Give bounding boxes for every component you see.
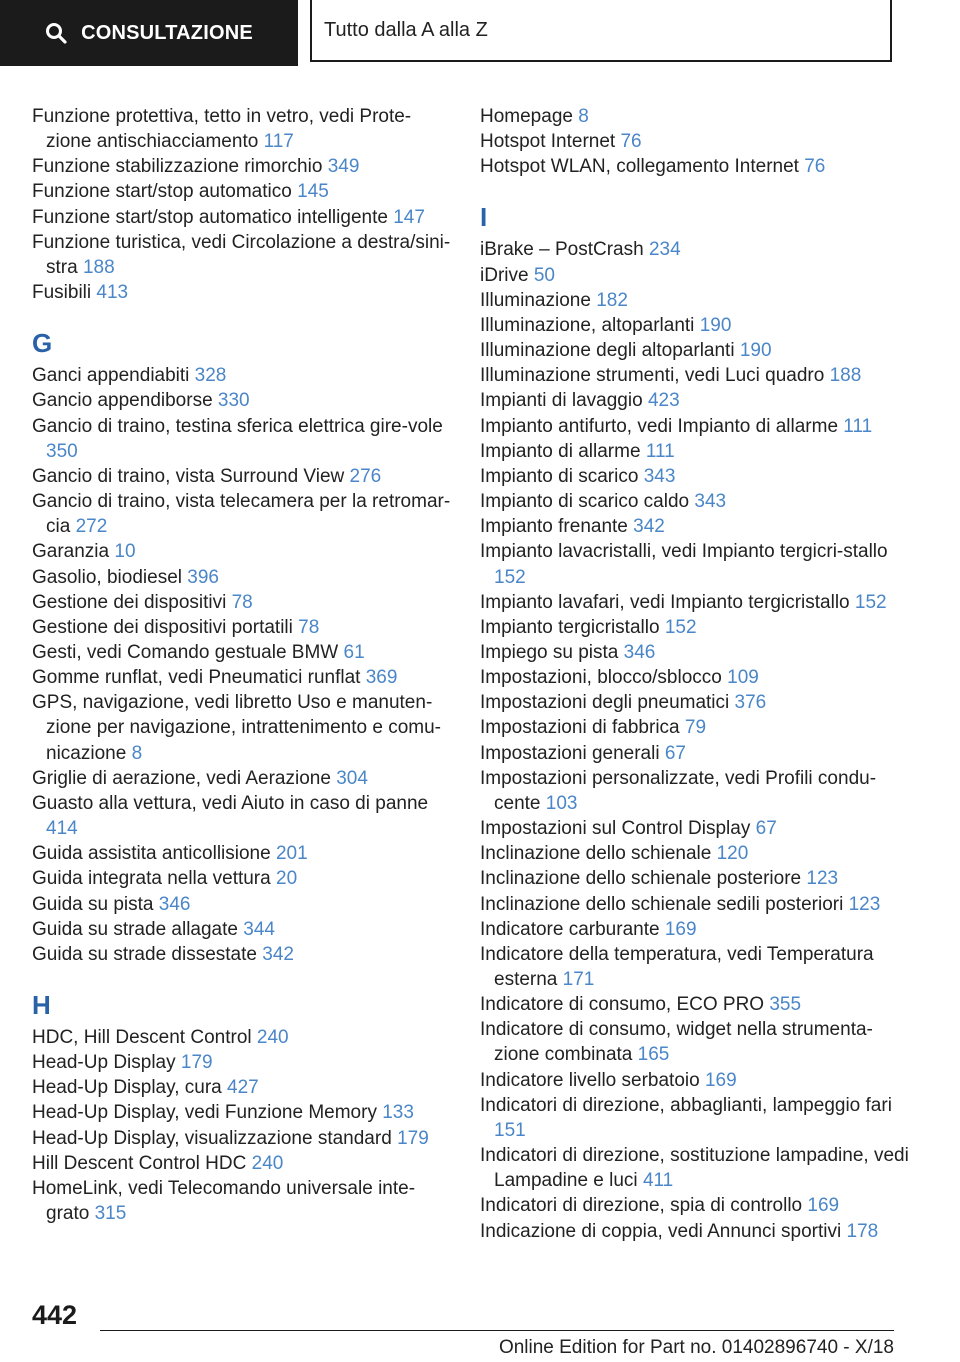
- page-reference-link[interactable]: 169: [704, 1069, 737, 1091]
- index-entry: [32, 615, 452, 640]
- index-entry: [32, 230, 452, 280]
- index-entry: [32, 104, 452, 154]
- page-reference-link[interactable]: 123: [848, 893, 881, 915]
- index-entry-text: Funzione turistica, vedi Circolazione a destra/sini‐stra: [32, 231, 451, 278]
- page-reference-link[interactable]: 78: [298, 616, 320, 638]
- index-entry-text: Indicatori di direzione, spia di controllo: [480, 1195, 803, 1217]
- index-entry: [480, 816, 910, 841]
- page-reference-link[interactable]: 50: [533, 264, 555, 286]
- page-reference-link[interactable]: 272: [75, 516, 108, 538]
- index-entry-text: Funzione stabilizzazione rimorchio: [32, 156, 323, 178]
- index-entry-text: Impianto di allarme: [480, 440, 641, 462]
- index-entry-text: Impostazioni generali: [480, 742, 660, 764]
- index-entry-text: Fusibili: [32, 282, 92, 304]
- page-reference-link[interactable]: 76: [620, 131, 642, 153]
- page-reference-link[interactable]: 169: [807, 1195, 840, 1217]
- index-entry-text: Impianto di scarico caldo: [480, 491, 690, 513]
- index-entry: [480, 766, 910, 816]
- index-entry-text: Impianto antifurto, vedi Impianto di allarme: [480, 415, 839, 437]
- page-reference-link[interactable]: 145: [297, 181, 329, 203]
- index-entry-text: Homepage: [480, 106, 573, 127]
- page-reference-link[interactable]: 369: [365, 667, 398, 689]
- index-entry-text: Gasolio, biodiesel: [32, 566, 182, 588]
- index-entry: [32, 640, 452, 665]
- index-entry: [480, 665, 910, 690]
- index-entry-text: Impostazioni di fabbrica: [480, 717, 680, 739]
- page-reference-link[interactable]: 111: [843, 415, 873, 437]
- page-reference-link[interactable]: 67: [755, 818, 777, 840]
- page-reference-link[interactable]: 355: [769, 994, 802, 1016]
- page-reference-link[interactable]: 171: [562, 969, 595, 990]
- page-reference-link[interactable]: 61: [343, 641, 365, 663]
- page-reference-link[interactable]: 414: [46, 818, 78, 840]
- index-entry: [480, 992, 910, 1017]
- page-reference-link[interactable]: 190: [739, 340, 772, 362]
- index-entry-text: Guida su strade allagate: [32, 918, 238, 940]
- page-reference-link[interactable]: 152: [494, 566, 526, 588]
- index-entry: [32, 892, 452, 917]
- index-entry-text: Indicatore livello serbatoio: [480, 1069, 700, 1091]
- page-reference-link[interactable]: 109: [727, 667, 759, 689]
- index-entry-text: HomeLink, vedi Telecomando universale inte‐grato: [32, 1177, 416, 1225]
- index-entry-text: HDC, Hill Descent Control: [32, 1027, 252, 1048]
- page-reference-link[interactable]: 342: [262, 943, 294, 965]
- page-reference-link[interactable]: 103: [545, 792, 578, 814]
- index-entry-text: Griglie di aerazione, vedi Aerazione: [32, 767, 331, 789]
- index-entry-text: Indicatore della temperatura, vedi Temperatura esterna: [480, 943, 874, 990]
- index-entry: [480, 866, 910, 891]
- index-entry-text: Indicatori di direzione, abbaglianti, lampeggio fari: [480, 1094, 892, 1116]
- index-entry: [480, 288, 910, 313]
- page-reference-link[interactable]: 423: [647, 390, 680, 412]
- index-entry: [32, 942, 452, 967]
- index-entry-text: Garanzia: [32, 541, 110, 563]
- index-entry-text: Gancio di traino, vista Surround View: [32, 465, 345, 487]
- index-entry-text: Guida integrata nella vettura: [32, 868, 271, 890]
- index-entry: [480, 263, 910, 288]
- index-entry: [32, 1075, 452, 1100]
- page-reference-link[interactable]: 349: [327, 156, 360, 178]
- index-entry: [480, 917, 910, 942]
- index-entry: [32, 280, 452, 305]
- page-reference-link[interactable]: 190: [699, 314, 732, 336]
- page-reference-link[interactable]: 151: [494, 1119, 526, 1141]
- index-entry: [480, 1193, 910, 1218]
- index-entry-text: iDrive: [480, 264, 529, 286]
- index-entry-text: Indicazione di coppia, vedi Annunci sportivi: [480, 1220, 842, 1242]
- index-entry-text: Inclinazione dello schienale posteriore: [480, 868, 802, 890]
- index-entry-text: Impostazioni degli pneumatici: [480, 692, 730, 714]
- index-entry: [32, 690, 452, 765]
- index-entry: [480, 439, 910, 464]
- index-entry-text: Guasto alla vettura, vedi Aiuto in caso di panne: [32, 792, 429, 814]
- search-icon: [45, 22, 67, 44]
- index-entry-text: iBrake – PostCrash: [480, 239, 644, 261]
- page-number: 442: [32, 1300, 78, 1330]
- chapter-tab[interactable]: [310, 0, 892, 62]
- page-reference-link[interactable]: 234: [648, 239, 681, 261]
- footer-divider: [100, 1330, 894, 1331]
- index-entry: [32, 489, 452, 539]
- index-entry-text: Illuminazione, altoparlanti: [480, 314, 695, 336]
- page-reference-link[interactable]: 179: [397, 1127, 429, 1149]
- index-entry-text: Gancio appendiborse: [32, 390, 213, 412]
- index-entry: [480, 363, 910, 388]
- page-reference-link[interactable]: 413: [96, 282, 129, 304]
- index-entry: [480, 690, 910, 715]
- index-entry-text: Illuminazione strumenti, vedi Luci quadro: [480, 365, 825, 387]
- index-entry: [480, 464, 910, 489]
- page-header: [0, 0, 960, 66]
- page-reference-link[interactable]: 411: [642, 1170, 674, 1192]
- index-entry: [480, 514, 910, 539]
- index-entry-text: Indicatore di consumo, ECO PRO: [480, 994, 765, 1016]
- index-entry: [480, 388, 910, 413]
- page-reference-link[interactable]: 427: [227, 1077, 259, 1099]
- page-reference-link[interactable]: 276: [349, 465, 382, 487]
- page-reference-link[interactable]: 117: [263, 131, 294, 153]
- index-entry-text: Gancio di traino, vista telecamera per la retromar‐cia: [32, 491, 451, 538]
- index-column-right: [480, 104, 910, 1244]
- index-entry: [480, 489, 910, 514]
- page-reference-link[interactable]: 169: [664, 918, 697, 940]
- index-entry-text: Inclinazione dello schienale: [480, 843, 712, 865]
- index-entry: [480, 590, 910, 615]
- index-letter-heading: I: [480, 202, 488, 233]
- index-entry-text: Impostazioni personalizzate, vedi Profili condu‐cente: [480, 767, 877, 814]
- index-entry-text: Hotspot Internet: [480, 131, 616, 153]
- index-entry: [480, 615, 910, 640]
- index-entry: [32, 414, 452, 464]
- index-letter-heading: H: [32, 990, 51, 1020]
- index-entry-text: Indicatori di direzione, sostituzione lampadine, vedi Lampadine e luci: [480, 1145, 909, 1192]
- index-entry-text: Impianto lavacristalli, vedi Impianto tergicri‐stallo: [480, 541, 888, 563]
- index-entry: [480, 1219, 910, 1244]
- index-entry-text: Funzione start/stop automatico intelligente: [32, 206, 388, 228]
- page-reference-link[interactable]: 152: [854, 591, 887, 613]
- index-entry-text: Guida assistita anticollisione: [32, 843, 271, 865]
- index-entry: [480, 338, 910, 363]
- index-entry: [32, 179, 452, 204]
- index-entry: [32, 539, 452, 564]
- index-entry-text: Gesti, vedi Comando gestuale BMW: [32, 641, 339, 663]
- page-reference-link[interactable]: 78: [231, 591, 253, 613]
- page-reference-link[interactable]: 396: [187, 566, 219, 588]
- index-entry-text: Indicatore di consumo, widget nella strumenta‐zione combinata: [480, 1019, 873, 1066]
- index-entry: [480, 1093, 910, 1143]
- page-reference-link[interactable]: 165: [637, 1044, 670, 1066]
- index-entry-text: Impianto frenante: [480, 516, 628, 538]
- index-entry: [480, 154, 910, 179]
- page-reference-link[interactable]: 304: [336, 767, 368, 789]
- index-entry: [32, 464, 452, 489]
- index-entry-text: Gancio di traino, testina sferica elettrica gire‐vole: [32, 415, 443, 437]
- page-reference-link[interactable]: 111: [645, 440, 675, 462]
- index-entry: [32, 565, 452, 590]
- index-entry: [32, 866, 452, 891]
- page-reference-link[interactable]: 350: [46, 440, 78, 462]
- index-entry: [480, 942, 910, 992]
- index-column-left: [32, 104, 452, 1226]
- page-reference-link[interactable]: 152: [664, 616, 697, 638]
- page-reference-link[interactable]: 120: [716, 843, 749, 865]
- page-reference-link[interactable]: 179: [180, 1052, 213, 1074]
- index-entry: [32, 1176, 452, 1226]
- page-reference-link[interactable]: 182: [596, 289, 628, 311]
- index-entry-text: Head-Up Display, vedi Funzione Memory: [32, 1102, 377, 1124]
- page-reference-link[interactable]: 178: [846, 1220, 879, 1242]
- page-reference-link[interactable]: 376: [734, 692, 767, 714]
- index-letter-heading: G: [32, 328, 53, 359]
- index-entry: [32, 1151, 452, 1176]
- index-entry: [480, 237, 910, 262]
- index-entry: [480, 715, 910, 740]
- page-reference-link[interactable]: 342: [633, 516, 665, 538]
- page-reference-link[interactable]: 315: [94, 1203, 127, 1225]
- index-entry-text: Funzione start/stop automatico: [32, 181, 292, 203]
- page-reference-link[interactable]: 188: [82, 256, 115, 278]
- index-entry-text: Ganci appendiabiti: [32, 365, 190, 387]
- page-reference-link[interactable]: 8: [578, 106, 589, 127]
- section-tab[interactable]: [0, 0, 298, 66]
- index-entry: [32, 590, 452, 615]
- index-entry: [32, 363, 452, 388]
- index-entry: [32, 841, 452, 866]
- index-entry-text: GPS, navigazione, vedi libretto Uso e manuten‐zione per navigazione, intrattenimento e comu‐nicazione: [32, 692, 442, 764]
- index-entry-text: Indicatore carburante: [480, 918, 660, 940]
- index-entry: [480, 313, 910, 338]
- page-reference-link[interactable]: 8: [131, 742, 143, 764]
- page-reference-link[interactable]: 20: [276, 868, 298, 890]
- page-reference-link[interactable]: 240: [251, 1152, 284, 1174]
- index-entry-text: Impianto tergicristallo: [480, 616, 660, 638]
- index-entry-text: Impianto di scarico: [480, 465, 639, 487]
- page-reference-link[interactable]: 240: [256, 1027, 289, 1048]
- page-reference-link[interactable]: 123: [806, 868, 839, 890]
- index-entry-text: Head-Up Display: [32, 1052, 176, 1074]
- index-entry: [480, 640, 910, 665]
- page-reference-link[interactable]: 147: [393, 206, 425, 228]
- page-reference-link[interactable]: 76: [804, 156, 826, 178]
- index-entry: [480, 1017, 910, 1067]
- index-entry: [480, 414, 910, 439]
- index-entry: [32, 1100, 452, 1125]
- page-reference-link[interactable]: 10: [114, 541, 136, 563]
- index-entry: [32, 388, 452, 413]
- index-entry-text: Gestione dei dispositivi portatili: [32, 616, 293, 638]
- page-reference-link[interactable]: 330: [217, 390, 250, 412]
- index-entry: [32, 154, 452, 179]
- index-entry: [480, 104, 910, 129]
- index-entry: [32, 1025, 452, 1050]
- index-entry: [480, 129, 910, 154]
- index-entry-text: Impiego su pista: [480, 641, 619, 663]
- page-reference-link[interactable]: 133: [382, 1102, 414, 1124]
- index-entry-text: Guida su strade dissestate: [32, 943, 257, 965]
- index-entry: [480, 1068, 910, 1093]
- index-entry-text: Impianto lavafari, vedi Impianto tergicristallo: [480, 591, 850, 613]
- index-entry-text: Hill Descent Control HDC: [32, 1152, 247, 1174]
- index-entry: [480, 539, 910, 589]
- index-entry-text: Gomme runflat, vedi Pneumatici runflat: [32, 667, 361, 689]
- index-entry-text: Guida su pista: [32, 893, 154, 915]
- index-entry: [32, 1126, 452, 1151]
- index-entry: [480, 1143, 910, 1193]
- page-reference-link[interactable]: 343: [643, 465, 676, 487]
- index-entry-text: Impostazioni sul Control Display: [480, 818, 751, 840]
- index-entry: [32, 791, 452, 841]
- index-entry-text: Impianti di lavaggio: [480, 390, 643, 412]
- index-entry: [480, 841, 910, 866]
- index-entry: [480, 741, 910, 766]
- page-reference-link[interactable]: 346: [623, 641, 656, 663]
- index-entry-text: Impostazioni, blocco/sblocco: [480, 667, 722, 689]
- index-entry: [32, 665, 452, 690]
- index-entry-text: Inclinazione dello schienale sedili posteriori: [480, 893, 844, 915]
- page-reference-link[interactable]: 343: [694, 491, 727, 513]
- chapter-title: Tutto dalla A alla Z: [324, 18, 488, 41]
- page-reference-link[interactable]: 79: [684, 717, 707, 739]
- page-reference-link[interactable]: 346: [158, 893, 191, 915]
- index-entry: [32, 1050, 452, 1075]
- footer-edition: Online Edition for Part no. 01402896740 - X/18: [498, 1337, 894, 1358]
- section-label: CONSULTAZIONE: [81, 21, 253, 44]
- page-reference-link[interactable]: 201: [275, 843, 308, 865]
- index-entry: [480, 892, 910, 917]
- index-entry-text: Hotspot WLAN, collegamento Internet: [480, 156, 799, 178]
- index-entry-text: Head-Up Display, cura: [32, 1077, 222, 1099]
- index-entry: [32, 766, 452, 791]
- index-entry-text: Illuminazione: [480, 289, 591, 311]
- index-entry-text: Head-Up Display, visualizzazione standard: [32, 1127, 392, 1149]
- index-entry-text: Illuminazione degli altoparlanti: [480, 340, 735, 362]
- page-reference-link[interactable]: 344: [243, 918, 275, 940]
- index-entry-text: Funzione protettiva, tetto in vetro, vedi Prote‐zione antischiacciamento: [32, 106, 412, 153]
- index-entry-text: Gestione dei dispositivi: [32, 591, 227, 613]
- page-reference-link[interactable]: 188: [829, 365, 862, 387]
- index-entry: [32, 917, 452, 942]
- index-entry: [32, 205, 452, 230]
- page-reference-link[interactable]: 67: [664, 742, 686, 764]
- page-reference-link[interactable]: 328: [194, 365, 227, 387]
